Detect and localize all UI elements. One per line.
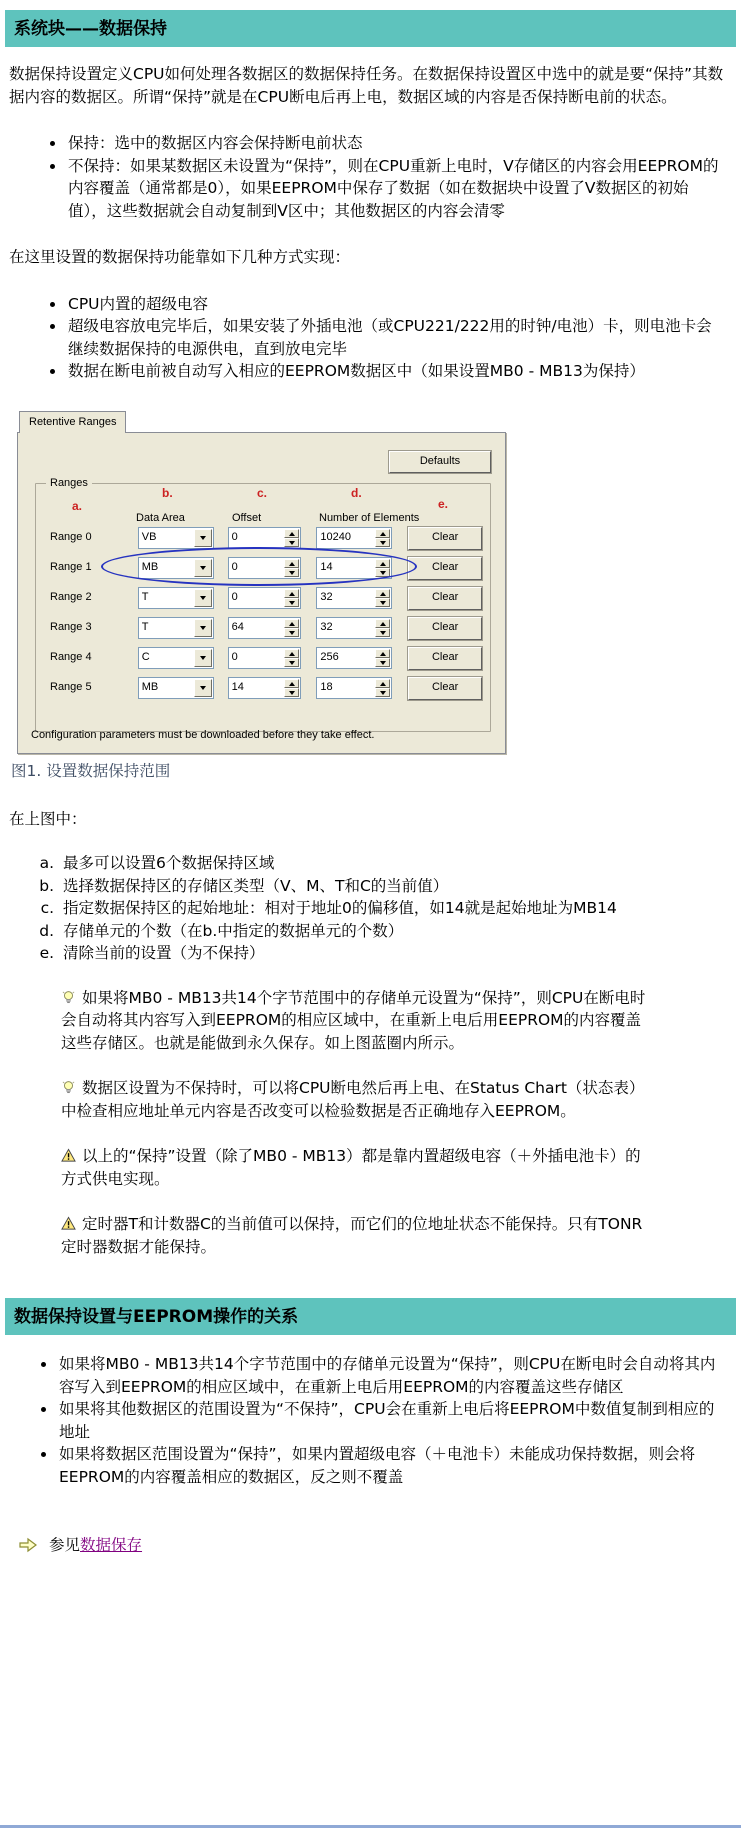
tip	[61, 1077, 653, 1122]
list-item: • 如果将数据区范围设置为“保持”，如果内置超级电容（＋电池卡）未能成功保持数据，则会将EEPROM的内容覆盖相应的数据区，反之则不覆盖	[57, 1443, 725, 1488]
list-item: b. 选择数据保持区的存储区类型（V、M、T和C的当前值）	[59, 875, 725, 897]
spinner-buttons[interactable]	[375, 559, 390, 577]
data-area-select[interactable]	[138, 617, 214, 639]
elements-spinner-value: 256	[320, 651, 339, 664]
data-area-value: C	[141, 651, 150, 664]
spin-up-icon[interactable]	[284, 559, 299, 568]
lightbulb-icon	[61, 1079, 76, 1094]
list-item: a. 最多可以设置6个数据保持区域	[59, 852, 725, 874]
spin-up-icon[interactable]	[375, 619, 390, 628]
spinner-buttons[interactable]	[284, 649, 299, 667]
defaults-button[interactable]: Defaults	[389, 451, 491, 473]
range-label: Range 4	[50, 651, 92, 664]
tab-retentive-ranges[interactable]: Retentive Ranges	[19, 411, 126, 433]
data-area-value: VB	[141, 531, 157, 544]
spinner-buttons[interactable]	[284, 559, 299, 577]
tip	[61, 1213, 653, 1258]
tips	[61, 987, 653, 1258]
spinner-buttons[interactable]	[375, 529, 390, 547]
spinner-buttons[interactable]	[284, 589, 299, 607]
see-also-row	[19, 1534, 725, 1556]
spin-down-icon[interactable]	[375, 658, 390, 667]
tip-text: 以上的“保持”设置（除了MB0 - MB13）都是靠内置超级电容（＋外插电池卡）的方式供电实现。	[61, 1147, 641, 1188]
page	[0, 10, 741, 1831]
eeprom-bullet-list	[9, 1353, 725, 1488]
list-item: • 如果将其他数据区的范围设置为“不保持”，CPU会在重新上电后将EEPROM中数值复制到相应的地址	[57, 1398, 725, 1443]
list-item: • 保持：选中的数据区内容会保持断电前状态	[66, 132, 725, 154]
warning-icon	[61, 1215, 76, 1230]
range-row	[50, 648, 482, 669]
section-header-data-retention	[5, 10, 736, 47]
spin-down-icon[interactable]	[375, 628, 390, 637]
spin-down-icon[interactable]	[375, 568, 390, 577]
spin-down-icon[interactable]	[375, 598, 390, 607]
lettered-list	[9, 852, 725, 964]
dropdown-arrow-icon[interactable]	[194, 589, 212, 607]
data-area-value: MB	[141, 681, 159, 694]
data-area-select[interactable]	[138, 557, 214, 579]
spin-down-icon[interactable]	[284, 568, 299, 577]
range-label: Range 1	[50, 561, 92, 574]
clear-button[interactable]: Clear	[408, 617, 482, 640]
elements-spinner-value: 10240	[320, 531, 351, 544]
spinner-buttons[interactable]	[284, 619, 299, 637]
list-item: c. 指定数据保持区的起始地址：相对于地址0的偏移值，如14就是起始地址为MB14	[59, 897, 725, 919]
tip-text: 如果将MB0 - MB13共14个字节范围中的存储单元设置为“保持”，则CPU在断电时会自动将其内容写入到EEPROM的相应区域中，在重新上电后用EEPROM的内容覆盖这些存储区。也就是能做到永久保存。如上图蓝圈内所示。	[61, 988, 646, 1052]
column-header-offset: Offset	[232, 511, 262, 524]
methods-intro: 在这里设置的数据保持功能靠如下几种方式实现：	[9, 248, 351, 267]
data-area-select[interactable]	[138, 587, 214, 609]
spin-down-icon[interactable]	[284, 598, 299, 607]
annotation-e: e.	[438, 496, 449, 511]
range-row	[50, 588, 482, 609]
section-header-eeprom	[5, 1298, 736, 1335]
spin-up-icon[interactable]	[284, 529, 299, 538]
spin-up-icon[interactable]	[375, 589, 390, 598]
clear-button[interactable]: Clear	[408, 557, 482, 580]
dialog-footer-note: Configuration parameters must be downloaded before they take effect.	[31, 728, 375, 741]
dropdown-arrow-icon[interactable]	[194, 679, 212, 697]
tip-text: 定时器T和计数器C的当前值可以保持，而它们的位地址状态不能保持。只有TONR定时器数据才能保持。	[61, 1215, 643, 1256]
range-label: Range 5	[50, 681, 92, 694]
after-figure-text: 在上图中：	[9, 810, 87, 829]
data-area-select[interactable]	[138, 527, 214, 549]
offset-spinner[interactable]	[228, 647, 302, 669]
data-area-select[interactable]	[138, 677, 214, 699]
spin-down-icon[interactable]	[284, 538, 299, 547]
elements-spinner[interactable]	[316, 617, 392, 639]
elements-spinner-value: 14	[320, 561, 333, 574]
offset-spinner[interactable]	[228, 617, 302, 639]
list-item: • 如果将MB0 - MB13共14个字节范围中的存储单元设置为“保持”，则CPU在断电时会自动将其内容写入到EEPROM的相应区域中，在重新上电后用EEPROM的内容覆盖这些存储区	[57, 1353, 725, 1398]
spin-up-icon[interactable]	[375, 649, 390, 658]
spin-up-icon[interactable]	[375, 559, 390, 568]
clear-button[interactable]: Clear	[408, 677, 482, 700]
see-also-prefix: 参见	[49, 1536, 81, 1555]
warning-icon	[61, 1147, 76, 1162]
elements-spinner-value: 32	[320, 621, 333, 634]
offset-spinner-value: 0	[231, 531, 238, 544]
elements-spinner-value: 18	[320, 681, 333, 694]
clear-button[interactable]: Clear	[408, 587, 482, 610]
spin-up-icon[interactable]	[284, 589, 299, 598]
dropdown-arrow-icon[interactable]	[194, 559, 212, 577]
spin-up-icon[interactable]	[375, 679, 390, 688]
spin-down-icon[interactable]	[284, 688, 299, 697]
retentive-ranges-dialog	[17, 411, 506, 754]
elements-spinner[interactable]	[316, 587, 392, 609]
tip	[61, 1145, 653, 1190]
tip-text: 数据区设置为不保持时，可以将CPU断电然后再上电、在Status Chart（状态表）中检查相应地址单元内容是否改变可以检验数据是否正确地存入EEPROM。	[61, 1079, 645, 1120]
content	[0, 63, 741, 1258]
list-item: • 超级电容放电完毕后，如果安装了外插电池（或CPU221/222用的时钟/电池）卡，则电池卡会继续数据保持的电源供电，直到放电完毕	[66, 315, 725, 360]
bottom-divider	[0, 1825, 741, 1828]
elements-spinner[interactable]	[316, 527, 392, 549]
spinner-buttons[interactable]	[284, 529, 299, 547]
spinner-buttons[interactable]	[375, 619, 390, 637]
spin-up-icon[interactable]	[284, 679, 299, 688]
spinner-buttons[interactable]	[375, 679, 390, 697]
data-save-link[interactable]: 数据保存	[80, 1536, 143, 1555]
column-header-elements: Number of Elements	[319, 511, 420, 524]
offset-spinner-value: 14	[231, 681, 244, 694]
data-area-select[interactable]	[138, 647, 214, 669]
dropdown-arrow-icon[interactable]	[194, 649, 212, 667]
spinner-buttons[interactable]	[284, 679, 299, 697]
list-item: • 数据在断电前被自动写入相应的EEPROM数据区中（如果设置MB0 - MB13为保持）	[66, 360, 725, 382]
range-label: Range 3	[50, 621, 92, 634]
dialog-body	[17, 432, 506, 754]
section-title: 系统块——数据保持	[14, 19, 167, 39]
list-item: • 不保持：如果某数据区未设置为“保持”，则在CPU重新上电时，V存储区的内容会用EEPROM的内容覆盖（通常都是0），如果EEPROM中保存了数据（如在数据块中设置了V数据区的初始值），这些数据就会自动复制到V区中；其他数据区的内容会清零	[66, 155, 725, 222]
offset-spinner-value: 0	[231, 651, 238, 664]
list-item: d. 存储单元的个数（在b.中指定的数据单元的个数）	[59, 920, 725, 942]
elements-spinner-value: 32	[320, 591, 333, 604]
offset-spinner[interactable]	[228, 587, 302, 609]
offset-spinner-value: 0	[231, 591, 238, 604]
clear-button[interactable]: Clear	[408, 527, 482, 550]
data-area-value: T	[141, 621, 149, 634]
range-row	[50, 618, 482, 639]
lightbulb-icon	[61, 989, 76, 1004]
range-row	[50, 528, 482, 549]
offset-spinner[interactable]	[228, 527, 302, 549]
spin-up-icon[interactable]	[375, 529, 390, 538]
dropdown-arrow-icon[interactable]	[194, 619, 212, 637]
tip	[61, 987, 653, 1054]
elements-spinner[interactable]	[316, 647, 392, 669]
content-eeprom	[0, 1353, 741, 1556]
range-label: Range 0	[50, 531, 92, 544]
offset-spinner-value: 64	[231, 621, 244, 634]
annotation-b: b.	[162, 485, 173, 500]
intro-paragraph: 数据保持设置定义CPU如何处理各数据区的数据保持任务。在数据保持设置区中选中的就是要“保持”其数据内容的数据区。所谓“保持”就是在CPU断电后再上电，数据区域的内容是否保持断电前的状态。	[9, 65, 724, 106]
see-also-arrow-icon	[19, 1537, 37, 1553]
spinner-buttons[interactable]	[375, 589, 390, 607]
annotation-a: a.	[72, 498, 83, 513]
section-title-eeprom: 数据保持设置与EEPROM操作的关系	[14, 1307, 299, 1328]
methods-bullet-list	[9, 293, 725, 383]
spin-down-icon[interactable]	[375, 538, 390, 547]
annotation-c: c.	[257, 485, 268, 500]
offset-spinner[interactable]	[228, 677, 302, 699]
column-header-data-area: Data Area	[136, 511, 185, 524]
ranges-group-title: Ranges	[46, 476, 92, 492]
offset-spinner-value: 0	[231, 561, 238, 574]
annotation-d: d.	[351, 485, 362, 500]
spin-down-icon[interactable]	[375, 688, 390, 697]
clear-button[interactable]: Clear	[408, 647, 482, 670]
range-rows	[50, 528, 482, 708]
range-row	[50, 558, 482, 579]
spin-up-icon[interactable]	[284, 619, 299, 628]
spin-down-icon[interactable]	[284, 658, 299, 667]
spin-down-icon[interactable]	[284, 628, 299, 637]
spin-up-icon[interactable]	[284, 649, 299, 658]
offset-spinner[interactable]	[228, 557, 302, 579]
dropdown-arrow-icon[interactable]	[194, 529, 212, 547]
data-area-value: T	[141, 591, 149, 604]
elements-spinner[interactable]	[316, 677, 392, 699]
figure-caption: 图1. 设置数据保持范围	[11, 761, 171, 780]
ranges-groupbox	[35, 476, 491, 732]
range-label: Range 2	[50, 591, 92, 604]
retain-bullet-list	[9, 132, 725, 222]
range-row	[50, 678, 482, 699]
list-item: • CPU内置的超级电容	[66, 293, 725, 315]
elements-spinner[interactable]	[316, 557, 392, 579]
data-area-value: MB	[141, 561, 159, 574]
list-item: e. 清除当前的设置（为不保持）	[59, 942, 725, 964]
spinner-buttons[interactable]	[375, 649, 390, 667]
